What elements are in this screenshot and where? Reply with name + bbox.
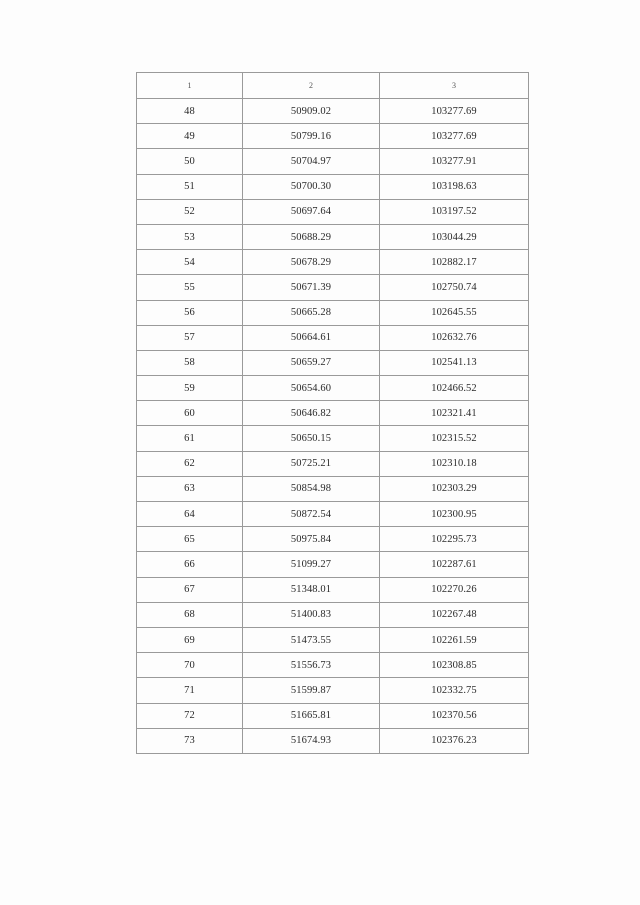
x-coordinate-cell: 50799.16	[243, 124, 380, 149]
point-number-cell: 63	[137, 476, 243, 501]
y-coordinate-cell: 102632.76	[380, 325, 529, 350]
x-coordinate-cell: 50909.02	[243, 99, 380, 124]
table-row	[137, 124, 529, 149]
x-coordinate-cell: 51599.87	[243, 678, 380, 703]
y-coordinate-cell: 102295.73	[380, 527, 529, 552]
table-row	[137, 627, 529, 652]
y-coordinate-cell: 102332.75	[380, 678, 529, 703]
y-coordinate-cell: 102321.41	[380, 401, 529, 426]
y-coordinate-cell: 103277.91	[380, 149, 529, 174]
point-number-cell: 67	[137, 577, 243, 602]
y-coordinate-cell: 102270.26	[380, 577, 529, 602]
y-coordinate-cell: 103198.63	[380, 174, 529, 199]
x-coordinate-cell: 51556.73	[243, 653, 380, 678]
x-coordinate-cell: 50697.64	[243, 199, 380, 224]
table-row	[137, 678, 529, 703]
column-header-2: 2	[243, 73, 380, 99]
y-coordinate-cell: 103277.69	[380, 99, 529, 124]
table-row	[137, 527, 529, 552]
table-row	[137, 149, 529, 174]
x-coordinate-cell: 50872.54	[243, 502, 380, 527]
point-number-cell: 53	[137, 224, 243, 249]
x-coordinate-cell: 50654.60	[243, 376, 380, 401]
x-coordinate-cell: 51674.93	[243, 728, 380, 753]
point-number-cell: 56	[137, 300, 243, 325]
point-number-cell: 72	[137, 703, 243, 728]
x-coordinate-cell: 50700.30	[243, 174, 380, 199]
y-coordinate-cell: 102466.52	[380, 376, 529, 401]
y-coordinate-cell: 102541.13	[380, 350, 529, 375]
table-row	[137, 325, 529, 350]
y-coordinate-cell: 102300.95	[380, 502, 529, 527]
point-number-cell: 58	[137, 350, 243, 375]
x-coordinate-cell: 51099.27	[243, 552, 380, 577]
point-number-cell: 68	[137, 602, 243, 627]
y-coordinate-cell: 102315.52	[380, 426, 529, 451]
table-row	[137, 350, 529, 375]
point-number-cell: 51	[137, 174, 243, 199]
point-number-cell: 71	[137, 678, 243, 703]
table-row	[137, 502, 529, 527]
table-row	[137, 199, 529, 224]
table-row	[137, 552, 529, 577]
table-row	[137, 300, 529, 325]
x-coordinate-cell: 51348.01	[243, 577, 380, 602]
point-number-cell: 60	[137, 401, 243, 426]
y-coordinate-cell: 102287.61	[380, 552, 529, 577]
y-coordinate-cell: 102370.56	[380, 703, 529, 728]
coordinates-table	[136, 72, 529, 754]
point-number-cell: 61	[137, 426, 243, 451]
x-coordinate-cell: 50659.27	[243, 350, 380, 375]
y-coordinate-cell: 102267.48	[380, 602, 529, 627]
y-coordinate-cell: 102882.17	[380, 250, 529, 275]
x-coordinate-cell: 50704.97	[243, 149, 380, 174]
table-row	[137, 728, 529, 753]
y-coordinate-cell: 103197.52	[380, 199, 529, 224]
table-row	[137, 476, 529, 501]
table-row	[137, 401, 529, 426]
table-body	[137, 99, 529, 754]
table-header	[137, 73, 529, 99]
x-coordinate-cell: 50854.98	[243, 476, 380, 501]
x-coordinate-cell: 50688.29	[243, 224, 380, 249]
point-number-cell: 64	[137, 502, 243, 527]
point-number-cell: 59	[137, 376, 243, 401]
point-number-cell: 70	[137, 653, 243, 678]
point-number-cell: 66	[137, 552, 243, 577]
y-coordinate-cell: 102645.55	[380, 300, 529, 325]
table-row	[137, 703, 529, 728]
x-coordinate-cell: 50671.39	[243, 275, 380, 300]
table-row	[137, 224, 529, 249]
column-header-1: 1	[137, 73, 243, 99]
x-coordinate-cell: 50665.28	[243, 300, 380, 325]
y-coordinate-cell: 103044.29	[380, 224, 529, 249]
x-coordinate-cell: 50678.29	[243, 250, 380, 275]
y-coordinate-cell: 102308.85	[380, 653, 529, 678]
y-coordinate-cell: 103277.69	[380, 124, 529, 149]
point-number-cell: 48	[137, 99, 243, 124]
point-number-cell: 69	[137, 627, 243, 652]
y-coordinate-cell: 102261.59	[380, 627, 529, 652]
point-number-cell: 57	[137, 325, 243, 350]
column-header-3: 3	[380, 73, 529, 99]
point-number-cell: 62	[137, 451, 243, 476]
point-number-cell: 54	[137, 250, 243, 275]
table-row	[137, 376, 529, 401]
x-coordinate-cell: 50664.61	[243, 325, 380, 350]
table-row	[137, 426, 529, 451]
x-coordinate-cell: 50646.82	[243, 401, 380, 426]
point-number-cell: 55	[137, 275, 243, 300]
y-coordinate-cell: 102310.18	[380, 451, 529, 476]
table-row	[137, 275, 529, 300]
point-number-cell: 49	[137, 124, 243, 149]
header-row	[137, 73, 529, 99]
y-coordinate-cell: 102303.29	[380, 476, 529, 501]
point-number-cell: 50	[137, 149, 243, 174]
x-coordinate-cell: 50725.21	[243, 451, 380, 476]
x-coordinate-cell: 50650.15	[243, 426, 380, 451]
y-coordinate-cell: 102750.74	[380, 275, 529, 300]
table-row	[137, 250, 529, 275]
table-row	[137, 653, 529, 678]
table-row	[137, 99, 529, 124]
x-coordinate-cell: 51400.83	[243, 602, 380, 627]
x-coordinate-cell: 50975.84	[243, 527, 380, 552]
x-coordinate-cell: 51665.81	[243, 703, 380, 728]
x-coordinate-cell: 51473.55	[243, 627, 380, 652]
y-coordinate-cell: 102376.23	[380, 728, 529, 753]
table-row	[137, 602, 529, 627]
table-row	[137, 174, 529, 199]
table-row	[137, 577, 529, 602]
point-number-cell: 52	[137, 199, 243, 224]
point-number-cell: 65	[137, 527, 243, 552]
table-row	[137, 451, 529, 476]
point-number-cell: 73	[137, 728, 243, 753]
